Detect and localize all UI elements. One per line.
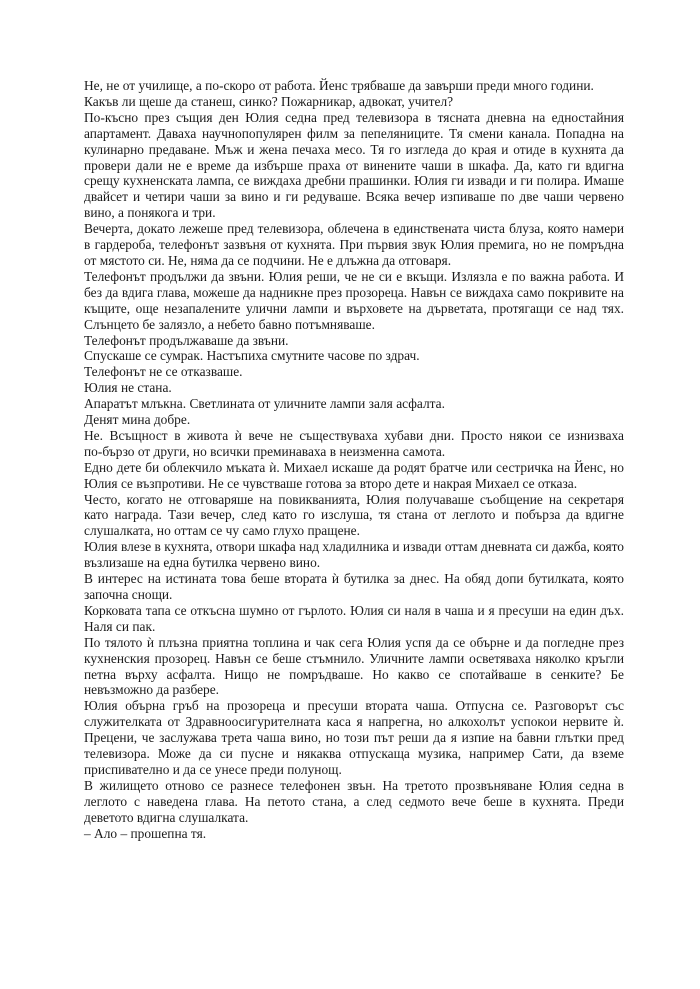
paragraph: Често, когато не отговаряше на повикванията, Юлия получаваше съобщение на секретаря като награда. Тази вечер, след като го изслуша, тя стана от леглото и побърза да вдигне слушалката, но оттам се чу само глухо пращене.	[84, 491, 624, 539]
paragraph: Не, не от училище, а по‑скоро от работа. Йенс трябваше да завърши преди много години.	[84, 78, 594, 93]
paragraph: – Ало – прошепна тя.	[84, 825, 207, 841]
paragraph: Телефонът не се отказваше.	[84, 364, 243, 380]
paragraph: По тялото ѝ плъзна приятна топлина и чак сега Юлия успя да се обърне и да погледне през кухненския прозорец. Навън се беше стъмнило. Уличните лампи осветяваха няколко кръгли петна върху асфалта. Нищо не помръдваше. Но какво се спотайваше в сенките? Бе невъзможно да разбере.	[84, 634, 624, 698]
paragraph: Апаратът млъкна. Светлината от уличните лампи заля асфалта.	[84, 396, 445, 412]
paragraph: Спускаше се сумрак. Настъпиха смутните часове по здрач.	[84, 348, 420, 364]
paragraph: Вечерта, докато лежеше пред телевизора, облечена в единствената чиста блуза, която намери в гардероба, телефонът зазвъня от кухнята. При първия звук Юлия премига, но не помръдна от мястото си. Не, няма да се подчини. Не е длъжна да отговаря.	[84, 221, 624, 268]
paragraph: Не. Всъщност в живота ѝ вече не съществуваха хубави дни. Просто някои се изнизваха по‑бързо от други, но всички преминаваха в неизменна самота.	[84, 427, 624, 459]
paragraph: Едно дете би облекчило мъката ѝ. Михаел искаше да родят братче или сестричка на Йенс, но Юлия се възпротиви. Не се чувстваше готова за второ дете и накрая Михаел се отказа.	[84, 459, 624, 491]
paragraph: Какъв ли щеше да станеш, синко? Пожарникар, адвокат, учител?	[84, 93, 454, 109]
paragraph: Денят мина добре.	[84, 412, 191, 428]
paragraph: В жилището отново се разнесе телефонен звън. На третото прозвъняване Юлия седна в леглото с наведена глава. На петото стана, а след седмото вече беше в кухнята. Преди деветото вдигна слушалката.	[84, 777, 624, 825]
document-page	[84, 78, 624, 842]
paragraph: По‑късно през същия ден Юлия седна пред телевизора в тясната дневна на едностайния апартамент. Даваха научнопопулярен филм за пепеляниците. Тя смени канала. Попадна на кулинарно предаване. Мъж и жена печаха месо. Тя го изгледа до края и отиде в кухнята да провери дали не е време да избърше праха от винените чаши в шкафа. Да, като ги вдигна срещу кухненската лампа, се виждаха дребни прашинки. Юлия ги извади и ги полира. Имаше двайсет и четири чаши за вино и ги редуваше. Всяка вечер изпиваше по две чаши червено вино, а понякога и три.	[84, 109, 624, 221]
paragraph: В интерес на истината това беше втората ѝ бутилка за днес. На обяд допи бутилката, която започна снощи.	[84, 571, 624, 602]
paragraph: Юлия обърна гръб на прозореца и пресуши втората чаша. Отпусна се. Разговорът със служителката от Здравноосигурителната каса я напрегна, но алкохолът успокои нервите ѝ. Прецени, че заслужава трета чаша вино, но този път реши да я изпие на бавни глътки пред телевизора. Може да си пусне и някаква отпускаща музика, например Сати, да вземе приспивателно и да се унесе преди полунощ.	[84, 698, 624, 777]
paragraph: Телефонът продължи да звъни. Юлия реши, че не си е вкъщи. Излязла е по важна работа. И без да вдига глава, можеше да надникне през прозореца. Навън се виждаха само покривите на къщите, още незапалените улични лампи и върховете на дърветата, протягащи се над тях. Слънцето бе залязло, а небето бавно потъмняваше.	[84, 268, 624, 332]
paragraph: Юлия не стана.	[84, 380, 172, 396]
paragraph: Юлия влезе в кухнята, отвори шкафа над хладилника и извади оттам дневната си дажба, която възлизаше на една бутилка червено вино.	[84, 539, 624, 571]
paragraph: Телефонът продължаваше да звъни.	[84, 332, 289, 348]
paragraph: Корковата тапа се откъсна шумно от гърлото. Юлия си наля в чаша и я пресуши на един дъх. Наля си пак.	[84, 602, 624, 634]
